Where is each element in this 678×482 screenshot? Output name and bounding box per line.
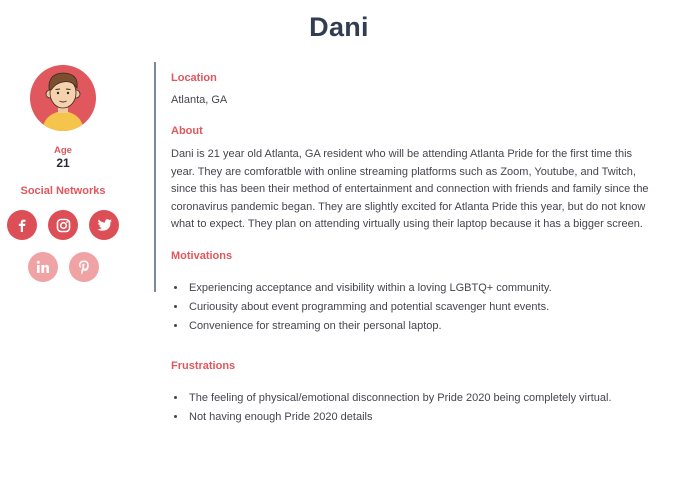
- motivations-heading: Motivations: [171, 250, 233, 262]
- motivations-list: [171, 279, 672, 336]
- persona-name: Dani: [309, 12, 369, 42]
- age-label: Age: [54, 145, 72, 156]
- facebook-icon[interactable]: [7, 210, 37, 240]
- frustrations-list: [171, 389, 672, 427]
- frustrations-heading: Frustrations: [171, 360, 236, 372]
- list-item: • Curiousity about event programming and potential scavenger hunt events.: [187, 298, 672, 317]
- age-value: 21: [56, 156, 70, 170]
- list-item: • Not having enough Pride 2020 details: [187, 408, 672, 427]
- social-networks-label: Social Networks: [20, 185, 106, 197]
- list-item: • Experiencing acceptance and visibility within a loving LGBTQ+ community.: [187, 279, 672, 298]
- vertical-divider: [154, 62, 156, 292]
- about-heading: About: [171, 125, 203, 137]
- list-item: • The feeling of physical/emotional disconnection by Pride 2020 being completely virtual.: [187, 389, 672, 408]
- pinterest-icon[interactable]: [69, 252, 99, 282]
- twitter-icon[interactable]: [89, 210, 119, 240]
- list-item: • Convenience for streaming on their personal laptop.: [187, 317, 672, 336]
- person-illustration-icon: [30, 65, 96, 131]
- about-text: Dani is 21 year old Atlanta, GA resident who will be attending Atlanta Pride for the first time this year. They are comforatble with online streaming platforms such as Zoom, Youtube, and Twitch, since this has been their method of entertainment and connection with friends and family since the coronavirus pandemic began. They are slightly excited for Atlanta Pride this year, but do not know what to expect. They plan on attending virtually using their laptop because it has a bigger screen.: [171, 148, 649, 230]
- location-heading: Location: [171, 72, 217, 84]
- instagram-icon[interactable]: [48, 210, 78, 240]
- linkedin-icon[interactable]: [28, 252, 58, 282]
- location-value: Atlanta, GA: [171, 94, 228, 106]
- avatar: [30, 65, 96, 131]
